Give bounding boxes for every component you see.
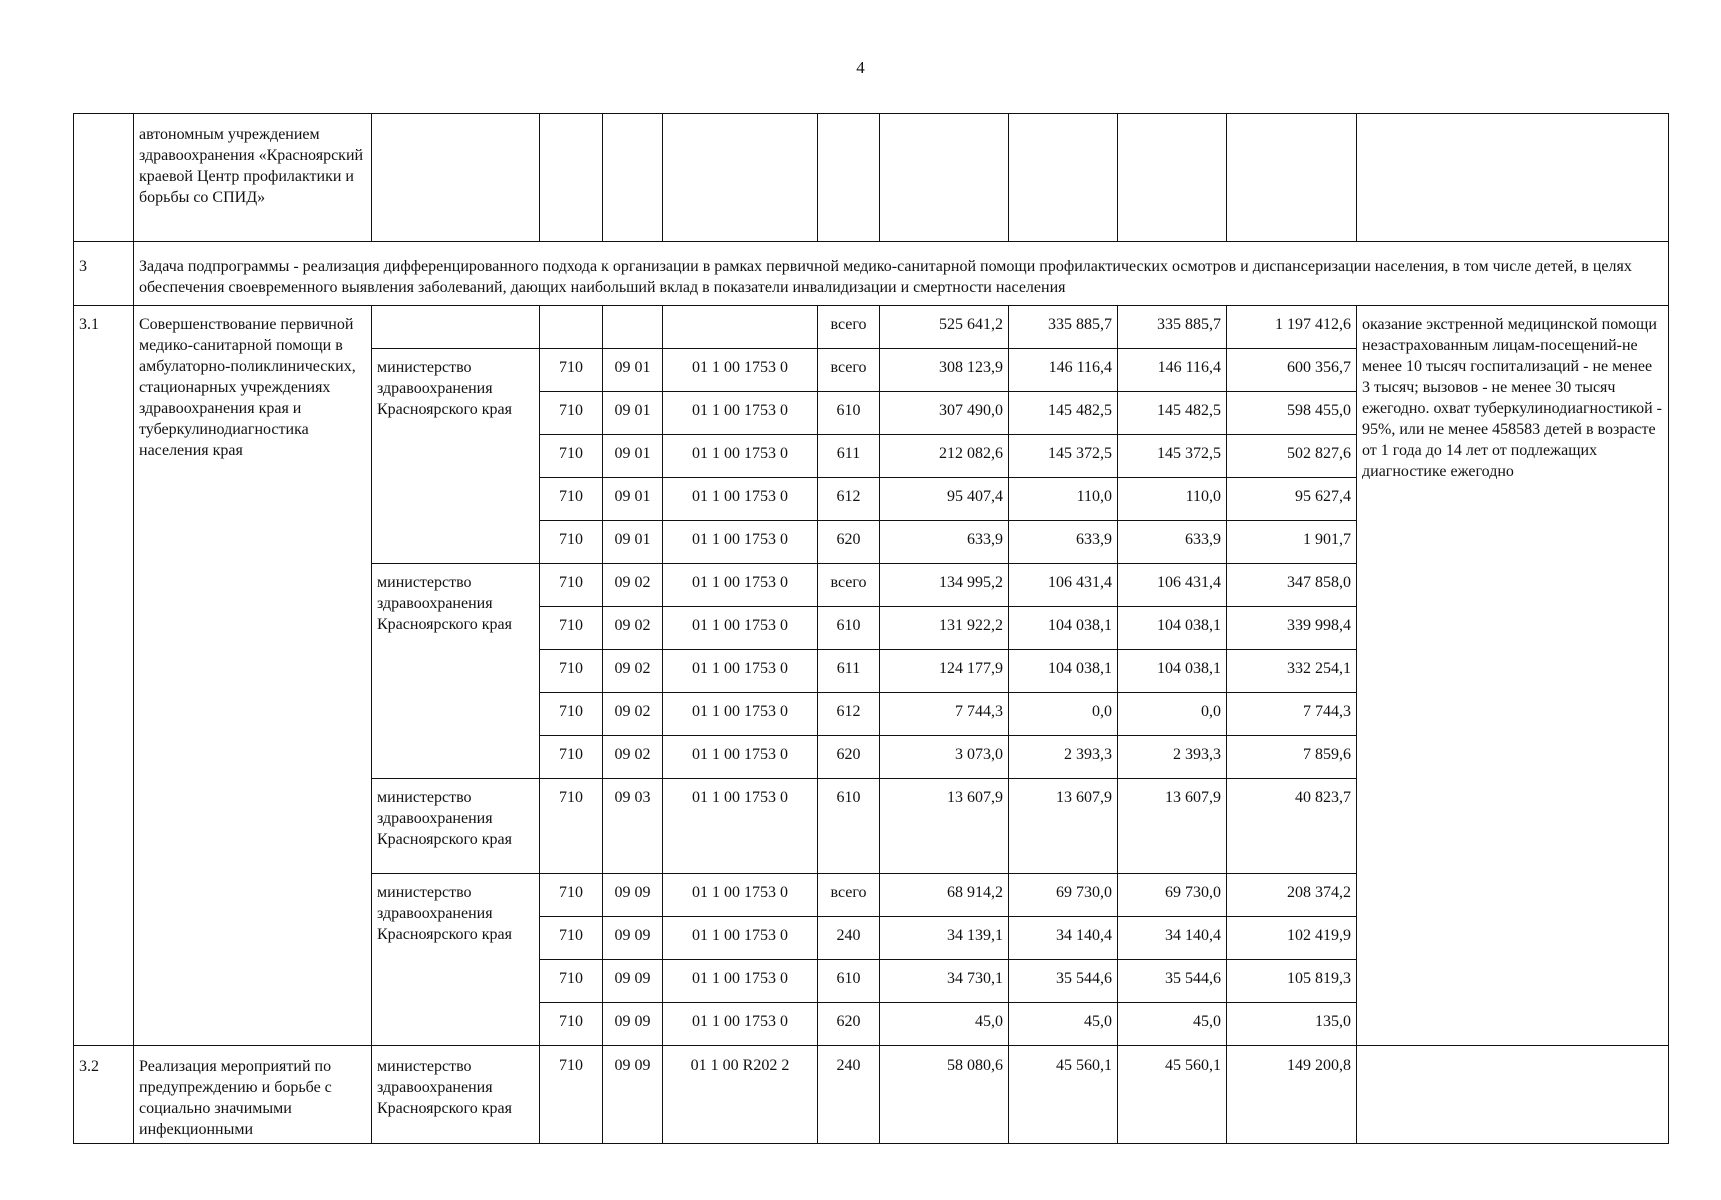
grbs-code: 710: [540, 607, 603, 650]
vr-cell: 610: [818, 960, 880, 1003]
total-cell: 105 819,3: [1227, 960, 1357, 1003]
year2-cell: 45,0: [1009, 1003, 1118, 1046]
year3-cell: 13 607,9: [1118, 779, 1227, 874]
cell-empty: [1357, 114, 1669, 242]
grbs-name: министерство здравоохранения Красноярского края: [372, 779, 540, 874]
year2-cell: 104 038,1: [1009, 650, 1118, 693]
year3-cell: 633,9: [1118, 521, 1227, 564]
year2-cell: 35 544,6: [1009, 960, 1118, 1003]
item-number: 3.1: [74, 306, 134, 1046]
year3-cell: 104 038,1: [1118, 607, 1227, 650]
rzpr-code: 09 09: [603, 1046, 663, 1144]
csr-code: 01 1 00 1753 0: [663, 1003, 818, 1046]
year1-cell: 3 073,0: [880, 736, 1009, 779]
item-name: Совершенствование первичной медико-санитарной помощи в амбулаторно-поликлинических, стационарных учреждениях здравоохранения края и туберкулинодиагностика населения края: [134, 306, 372, 1046]
grbs-code: 710: [540, 650, 603, 693]
grbs-code: 710: [540, 1003, 603, 1046]
grbs-code: 710: [540, 779, 603, 874]
year2-cell: 69 730,0: [1009, 874, 1118, 917]
csr-code: 01 1 00 1753 0: [663, 693, 818, 736]
year3-cell: 104 038,1: [1118, 650, 1227, 693]
year2-cell: 145 372,5: [1009, 435, 1118, 478]
cell-empty: [372, 306, 540, 349]
year1-cell: 58 080,6: [880, 1046, 1009, 1144]
rzpr-code: 09 01: [603, 435, 663, 478]
grbs-code: 710: [540, 736, 603, 779]
csr-code: 01 1 00 1753 0: [663, 874, 818, 917]
year3-cell: 110,0: [1118, 478, 1227, 521]
year2-cell: 34 140,4: [1009, 917, 1118, 960]
grbs-name: министерство здравоохранения Красноярского края: [372, 874, 540, 1046]
vr-cell: 610: [818, 392, 880, 435]
year1-cell: 134 995,2: [880, 564, 1009, 607]
year1-cell: 68 914,2: [880, 874, 1009, 917]
csr-code: 01 1 00 1753 0: [663, 392, 818, 435]
cell-empty: [540, 114, 603, 242]
task-text: Задача подпрограммы - реализация дифференцированного подхода к организации в рамках первичной медико-санитарной помощи профилактических осмотров и диспансеризации населения, в том числе детей, в целях обеспечения своевременного выявления заболеваний, дающих наибольший вклад в показатели инвалидизации и смертности населения: [134, 242, 1669, 306]
csr-code: 01 1 00 1753 0: [663, 607, 818, 650]
cell-empty: [818, 114, 880, 242]
cell-empty: [74, 114, 134, 242]
vr-cell: 620: [818, 521, 880, 564]
grbs-code: 710: [540, 874, 603, 917]
vr-cell: 620: [818, 736, 880, 779]
year1-cell: 124 177,9: [880, 650, 1009, 693]
task-row: [74, 242, 1669, 306]
grbs-name: министерство здравоохранения Красноярского края: [372, 349, 540, 564]
rzpr-code: 09 09: [603, 874, 663, 917]
table-row: [74, 1046, 1669, 1144]
rzpr-code: 09 02: [603, 607, 663, 650]
item-name: Реализация мероприятий по предупреждению и борьбе с социально значимыми инфекционными: [134, 1046, 372, 1144]
year3-cell: 34 140,4: [1118, 917, 1227, 960]
year2-cell: 2 393,3: [1009, 736, 1118, 779]
cell-empty: [1009, 114, 1118, 242]
rzpr-code: 09 01: [603, 521, 663, 564]
year1-cell: 308 123,9: [880, 349, 1009, 392]
total-cell: 95 627,4: [1227, 478, 1357, 521]
vr-cell: 610: [818, 607, 880, 650]
year1-cell: 212 082,6: [880, 435, 1009, 478]
vr-cell: всего: [818, 564, 880, 607]
cell-empty: [603, 306, 663, 349]
total-cell: 208 374,2: [1227, 874, 1357, 917]
vr-cell: 240: [818, 1046, 880, 1144]
csr-code: 01 1 00 R202 2: [663, 1046, 818, 1144]
year3-cell: 145 372,5: [1118, 435, 1227, 478]
cell-empty: [540, 306, 603, 349]
program-table: [73, 113, 1669, 1144]
total-cell: 102 419,9: [1227, 917, 1357, 960]
csr-code: 01 1 00 1753 0: [663, 521, 818, 564]
cell-empty: [880, 114, 1009, 242]
year2-cell: 104 038,1: [1009, 607, 1118, 650]
year1-cell: 95 407,4: [880, 478, 1009, 521]
year1-cell: 307 490,0: [880, 392, 1009, 435]
rzpr-code: 09 02: [603, 564, 663, 607]
year2-cell: 110,0: [1009, 478, 1118, 521]
rzpr-code: 09 09: [603, 1003, 663, 1046]
total-cell: 135,0: [1227, 1003, 1357, 1046]
grbs-code: 710: [540, 564, 603, 607]
year1-cell: 13 607,9: [880, 779, 1009, 874]
rzpr-code: 09 09: [603, 917, 663, 960]
rzpr-code: 09 01: [603, 349, 663, 392]
cell-empty: [603, 114, 663, 242]
year2-cell: 145 482,5: [1009, 392, 1118, 435]
vr-cell: 610: [818, 779, 880, 874]
grbs-code: 710: [540, 917, 603, 960]
year2-cell: 0,0: [1009, 693, 1118, 736]
rzpr-code: 09 03: [603, 779, 663, 874]
rzpr-code: 09 01: [603, 392, 663, 435]
year1-cell: 34 730,1: [880, 960, 1009, 1003]
grbs-code: 710: [540, 392, 603, 435]
csr-code: 01 1 00 1753 0: [663, 435, 818, 478]
vr-cell: 612: [818, 478, 880, 521]
csr-code: 01 1 00 1753 0: [663, 650, 818, 693]
cell-empty: [1227, 114, 1357, 242]
vr-cell: 240: [818, 917, 880, 960]
total-cell: 7 859,6: [1227, 736, 1357, 779]
year1-cell: 45,0: [880, 1003, 1009, 1046]
grbs-code: 710: [540, 435, 603, 478]
cell-empty: [372, 114, 540, 242]
total-cell: 600 356,7: [1227, 349, 1357, 392]
table-row: [74, 306, 1669, 349]
year3-cell: 335 885,7: [1118, 306, 1227, 349]
year1-cell: 525 641,2: [880, 306, 1009, 349]
csr-code: 01 1 00 1753 0: [663, 564, 818, 607]
page-number: 4: [856, 58, 865, 77]
cell-empty: [1118, 114, 1227, 242]
year3-cell: 145 482,5: [1118, 392, 1227, 435]
csr-code: 01 1 00 1753 0: [663, 736, 818, 779]
total-cell: 149 200,8: [1227, 1046, 1357, 1144]
year3-cell: 45,0: [1118, 1003, 1227, 1046]
grbs-name: министерство здравоохранения Красноярского края: [372, 1046, 540, 1144]
rzpr-code: 09 01: [603, 478, 663, 521]
year3-cell: 35 544,6: [1118, 960, 1227, 1003]
item-number: 3.2: [74, 1046, 134, 1144]
year1-cell: 131 922,2: [880, 607, 1009, 650]
year3-cell: 2 393,3: [1118, 736, 1227, 779]
year3-cell: 69 730,0: [1118, 874, 1227, 917]
grbs-code: 710: [540, 478, 603, 521]
year2-cell: 45 560,1: [1009, 1046, 1118, 1144]
year3-cell: 106 431,4: [1118, 564, 1227, 607]
rzpr-code: 09 02: [603, 736, 663, 779]
total-cell: 502 827,6: [1227, 435, 1357, 478]
grbs-code: 710: [540, 349, 603, 392]
year2-cell: 633,9: [1009, 521, 1118, 564]
rzpr-code: 09 09: [603, 960, 663, 1003]
year2-cell: 146 116,4: [1009, 349, 1118, 392]
year1-cell: 34 139,1: [880, 917, 1009, 960]
cell-empty: [663, 306, 818, 349]
year2-cell: 106 431,4: [1009, 564, 1118, 607]
vr-cell: 611: [818, 650, 880, 693]
csr-code: 01 1 00 1753 0: [663, 779, 818, 874]
cell-empty: [1357, 1046, 1669, 1144]
vr-cell: 612: [818, 693, 880, 736]
vr-cell: всего: [818, 306, 880, 349]
vr-cell: 611: [818, 435, 880, 478]
continuation-row: [74, 114, 1669, 242]
cell-empty: [663, 114, 818, 242]
rzpr-code: 09 02: [603, 650, 663, 693]
vr-cell: всего: [818, 349, 880, 392]
continuation-text: автономным учреждением здравоохранения «Красноярский краевой Центр профилактики и борьбы со СПИД»: [134, 114, 372, 242]
total-cell: 598 455,0: [1227, 392, 1357, 435]
task-number: 3: [74, 242, 134, 306]
grbs-name: министерство здравоохранения Красноярского края: [372, 564, 540, 779]
year2-cell: 335 885,7: [1009, 306, 1118, 349]
total-cell: 347 858,0: [1227, 564, 1357, 607]
vr-cell: 620: [818, 1003, 880, 1046]
vr-cell: всего: [818, 874, 880, 917]
total-cell: 40 823,7: [1227, 779, 1357, 874]
grbs-code: 710: [540, 521, 603, 564]
grbs-code: 710: [540, 693, 603, 736]
total-cell: 1 901,7: [1227, 521, 1357, 564]
csr-code: 01 1 00 1753 0: [663, 478, 818, 521]
year3-cell: 0,0: [1118, 693, 1227, 736]
grbs-code: 710: [540, 960, 603, 1003]
total-cell: 7 744,3: [1227, 693, 1357, 736]
total-cell: 1 197 412,6: [1227, 306, 1357, 349]
csr-code: 01 1 00 1753 0: [663, 960, 818, 1003]
year1-cell: 7 744,3: [880, 693, 1009, 736]
year3-cell: 146 116,4: [1118, 349, 1227, 392]
expected-result: оказание экстренной медицинской помощи незастрахованным лицам-посещений-не менее 10 тысяч госпитализаций - не менее 3 тысяч; вызовов - не менее 30 тысяч ежегодно. охват туберкулинодиагностикой - 95%, или не менее 458583 детей в возрасте от 1 года до 14 лет от подлежащих диагностике ежегодно: [1357, 306, 1669, 1046]
year1-cell: 633,9: [880, 521, 1009, 564]
total-cell: 339 998,4: [1227, 607, 1357, 650]
total-cell: 332 254,1: [1227, 650, 1357, 693]
year3-cell: 45 560,1: [1118, 1046, 1227, 1144]
csr-code: 01 1 00 1753 0: [663, 349, 818, 392]
grbs-code: 710: [540, 1046, 603, 1144]
csr-code: 01 1 00 1753 0: [663, 917, 818, 960]
year2-cell: 13 607,9: [1009, 779, 1118, 874]
rzpr-code: 09 02: [603, 693, 663, 736]
